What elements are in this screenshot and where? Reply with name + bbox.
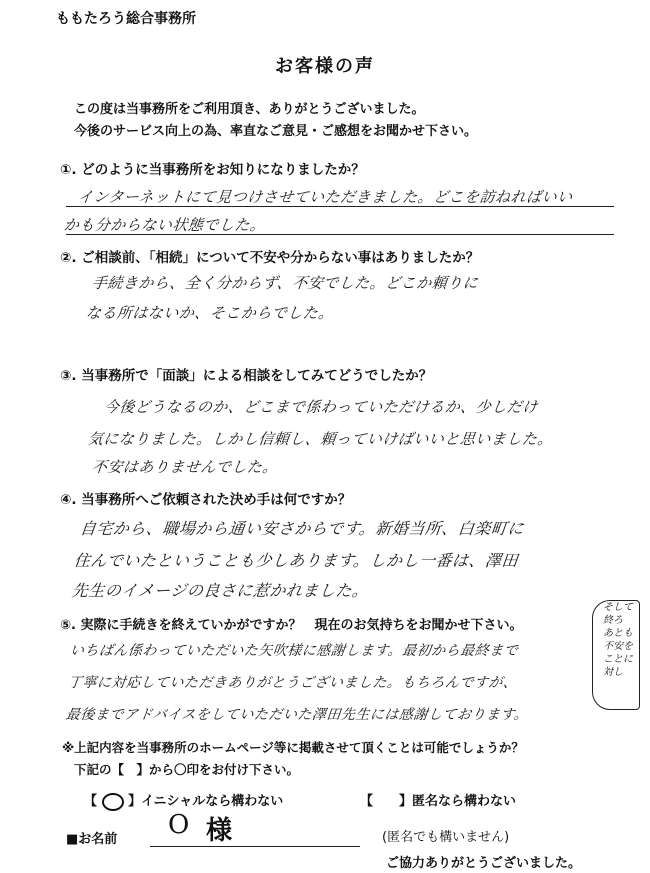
intro-line-1: この度は当事務所をご利用頂き、ありがとうございました。: [74, 102, 425, 117]
answer-4-line-1: 自宅から、職場から通い安さからです。新婚当所、白楽町に: [78, 519, 525, 538]
side-handwritten-note: [592, 600, 640, 710]
side-note-line: 終ろ: [603, 615, 623, 626]
side-note-line: あとも: [603, 628, 633, 639]
answer-rule: [66, 234, 614, 235]
page-title: お客様の声: [275, 56, 375, 77]
answer-3-line-3: 不安はありませんでした。: [91, 458, 279, 476]
option-initial-label: 】イニシャルなら構わない: [128, 794, 284, 809]
answer-5-line-2: 丁寧に対応していただきありがとうございました。もちろんですが、: [67, 675, 519, 691]
answer-2-line-1: 手続きから、全く分からず、不安でした。どこか頼りに: [91, 274, 480, 292]
name-underline: [150, 846, 360, 847]
answer-1-line-2: かも分からない状態でした。: [63, 216, 267, 234]
option-anonymous[interactable]: 【 】匿名なら構わない: [360, 794, 517, 809]
side-note-line: 不安を: [603, 641, 633, 652]
circle-mark-icon: [102, 793, 124, 811]
question-1: ①. どのように当事務所をお知りになりましたか？: [60, 162, 365, 178]
answer-5-line-1: いちばん係わっていただいた矢吹様に感謝します。最初から最終まで: [69, 643, 519, 659]
bracket-open: 【: [84, 794, 98, 809]
office-name: ももたろう総合事務所: [56, 11, 196, 27]
option-initial[interactable]: [84, 790, 283, 811]
question-2: ②. ご相談前、「相続」について不安や分からない事はありましたか？: [60, 250, 480, 266]
answer-1-line-1: インターネットにて見つけさせていただきました。どこを訪ねればいい: [77, 188, 574, 206]
answer-4-line-3: 先生のイメージの良さに惹かれました。: [70, 581, 370, 600]
permission-question: ※上記内容を当事務所のホームページ等に掲載させて頂くことは可能でしょうか？: [62, 740, 524, 755]
answer-3-line-2: 気になりました。しかし信頼し、頼っていけばいいと思いました。: [87, 430, 554, 448]
side-note-line: そして: [603, 602, 633, 613]
permission-instruction: 下記の【 】から〇印をお付け下さい。: [74, 762, 300, 777]
intro-line-2: 今後のサービス向上の為、率直なご意見・ご感想をお聞かせ下さい。: [74, 124, 478, 139]
name-value[interactable]: O: [168, 810, 190, 840]
question-3: ③. 当事務所で「面談」による相談をしてみてどうでしたか？: [60, 368, 433, 384]
question-4: ④. 当事務所へご依頼された決め手は何ですか？: [60, 492, 352, 508]
name-suffix: 様: [206, 816, 233, 846]
answer-rule: [66, 206, 614, 207]
name-label: ■お名前: [66, 832, 118, 847]
question-5: ⑤. 実際に手続きを終えていかがですか？ 現在のお気持ちをお聞かせ下さい。: [60, 618, 523, 633]
answer-2-line-2: なる所はないか、そこからでした。: [85, 304, 335, 322]
answer-5-line-3: 最後までアドバイスをしていただいた澤田先生には感謝しております。: [65, 707, 530, 723]
thanks-message: ご協力ありがとうございました。: [386, 856, 582, 871]
answer-3-line-1: 今後どうなるのか、どこまで係わっていただけるか、少しだけ: [103, 398, 539, 416]
name-note: (匿名でも構いません): [382, 830, 510, 845]
side-note-line: 対し: [603, 667, 623, 678]
side-note-line: ことに: [603, 654, 633, 665]
answer-4-line-2: 住んでいたということも少しあります。しかし一番は、澤田: [72, 551, 520, 570]
